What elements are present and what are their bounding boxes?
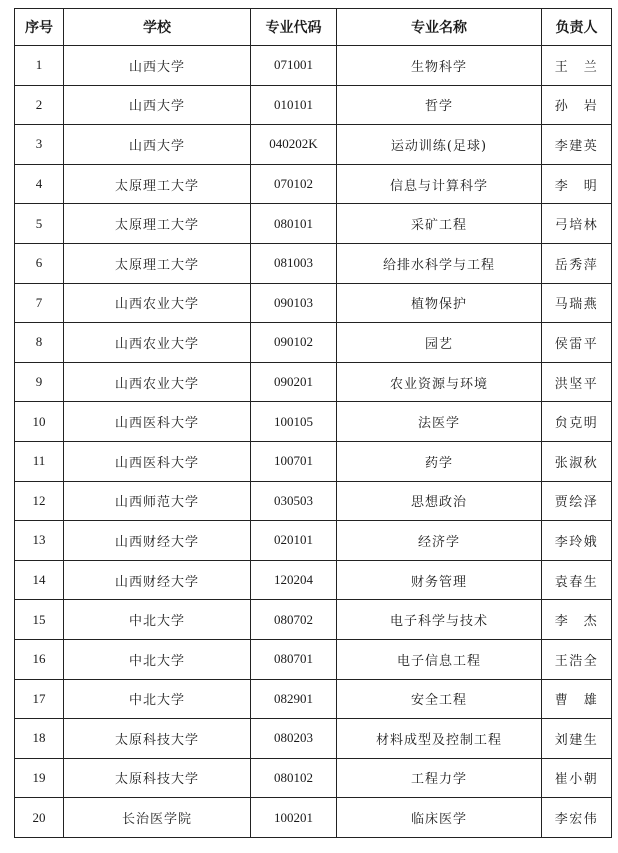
table-row (15, 46, 612, 86)
cell-leader: 李建英 (542, 125, 612, 165)
table-row (15, 679, 612, 719)
cell-major: 信息与计算科学 (337, 164, 542, 204)
cell-school: 山西农业大学 (64, 283, 251, 323)
cell-major: 电子科学与技术 (337, 600, 542, 640)
cell-major: 电子信息工程 (337, 639, 542, 679)
cell-major: 法医学 (337, 402, 542, 442)
cell-leader: 刘建生 (542, 719, 612, 759)
cell-major: 运动训练(足球) (337, 125, 542, 165)
cell-no: 3 (15, 125, 64, 165)
cell-code: 080702 (251, 600, 337, 640)
header-code: 专业代码 (251, 9, 337, 46)
cell-code: 100105 (251, 402, 337, 442)
cell-no: 5 (15, 204, 64, 244)
cell-leader: 王 兰 (542, 46, 612, 86)
cell-leader: 马瑞燕 (542, 283, 612, 323)
table-row (15, 164, 612, 204)
cell-major: 生物科学 (337, 46, 542, 86)
cell-no: 14 (15, 560, 64, 600)
cell-major: 临床医学 (337, 798, 542, 838)
cell-no: 6 (15, 243, 64, 283)
cell-leader: 李宏伟 (542, 798, 612, 838)
cell-no: 9 (15, 362, 64, 402)
cell-no: 16 (15, 639, 64, 679)
cell-code: 020101 (251, 521, 337, 561)
cell-school: 太原理工大学 (64, 243, 251, 283)
cell-leader: 贾绘泽 (542, 481, 612, 521)
table-row (15, 323, 612, 363)
cell-code: 080701 (251, 639, 337, 679)
table-row (15, 243, 612, 283)
cell-leader: 袁春生 (542, 560, 612, 600)
cell-school: 山西财经大学 (64, 521, 251, 561)
table-row (15, 402, 612, 442)
cell-major: 经济学 (337, 521, 542, 561)
table-row (15, 125, 612, 165)
header-school: 学校 (64, 9, 251, 46)
table-row (15, 441, 612, 481)
table-row (15, 560, 612, 600)
cell-school: 山西大学 (64, 85, 251, 125)
cell-school: 山西医科大学 (64, 402, 251, 442)
cell-code: 080203 (251, 719, 337, 759)
cell-leader: 孙 岩 (542, 85, 612, 125)
cell-major: 工程力学 (337, 758, 542, 798)
table-header (15, 9, 612, 46)
table-row (15, 600, 612, 640)
cell-school: 中北大学 (64, 679, 251, 719)
cell-leader: 张淑秋 (542, 441, 612, 481)
table-body (15, 46, 612, 838)
cell-code: 030503 (251, 481, 337, 521)
cell-no: 17 (15, 679, 64, 719)
cell-school: 山西财经大学 (64, 560, 251, 600)
cell-code: 100701 (251, 441, 337, 481)
cell-school: 太原科技大学 (64, 719, 251, 759)
cell-code: 080102 (251, 758, 337, 798)
major-list-table (14, 8, 612, 838)
cell-school: 太原科技大学 (64, 758, 251, 798)
cell-school: 长治医学院 (64, 798, 251, 838)
table-row (15, 85, 612, 125)
cell-no: 8 (15, 323, 64, 363)
cell-leader: 李 明 (542, 164, 612, 204)
cell-leader: 贠克明 (542, 402, 612, 442)
cell-no: 19 (15, 758, 64, 798)
header-leader: 负责人 (542, 9, 612, 46)
cell-code: 040202K (251, 125, 337, 165)
cell-major: 药学 (337, 441, 542, 481)
cell-major: 农业资源与环境 (337, 362, 542, 402)
cell-school: 山西大学 (64, 125, 251, 165)
cell-school: 山西医科大学 (64, 441, 251, 481)
cell-leader: 岳秀萍 (542, 243, 612, 283)
cell-major: 安全工程 (337, 679, 542, 719)
cell-code: 081003 (251, 243, 337, 283)
table-row (15, 204, 612, 244)
cell-no: 2 (15, 85, 64, 125)
cell-leader: 曹 雄 (542, 679, 612, 719)
cell-no: 15 (15, 600, 64, 640)
cell-school: 山西农业大学 (64, 323, 251, 363)
cell-leader: 王浩全 (542, 639, 612, 679)
table-row (15, 481, 612, 521)
table-row (15, 719, 612, 759)
cell-leader: 李玲娥 (542, 521, 612, 561)
cell-no: 7 (15, 283, 64, 323)
cell-leader: 崔小朝 (542, 758, 612, 798)
table-row (15, 639, 612, 679)
table-row (15, 283, 612, 323)
cell-code: 080101 (251, 204, 337, 244)
cell-school: 太原理工大学 (64, 204, 251, 244)
cell-no: 11 (15, 441, 64, 481)
cell-major: 材料成型及控制工程 (337, 719, 542, 759)
header-major: 专业名称 (337, 9, 542, 46)
table-row (15, 758, 612, 798)
cell-leader: 侯雷平 (542, 323, 612, 363)
cell-no: 4 (15, 164, 64, 204)
cell-no: 20 (15, 798, 64, 838)
header-row (15, 9, 612, 46)
cell-school: 山西大学 (64, 46, 251, 86)
cell-school: 中北大学 (64, 600, 251, 640)
cell-major: 园艺 (337, 323, 542, 363)
cell-no: 18 (15, 719, 64, 759)
cell-school: 太原理工大学 (64, 164, 251, 204)
cell-major: 植物保护 (337, 283, 542, 323)
cell-major: 财务管理 (337, 560, 542, 600)
cell-leader: 李 杰 (542, 600, 612, 640)
cell-code: 070102 (251, 164, 337, 204)
cell-code: 090201 (251, 362, 337, 402)
cell-no: 13 (15, 521, 64, 561)
cell-code: 082901 (251, 679, 337, 719)
table-row (15, 362, 612, 402)
cell-code: 010101 (251, 85, 337, 125)
cell-no: 10 (15, 402, 64, 442)
cell-major: 给排水科学与工程 (337, 243, 542, 283)
cell-code: 120204 (251, 560, 337, 600)
cell-leader: 弓培林 (542, 204, 612, 244)
cell-school: 山西师范大学 (64, 481, 251, 521)
cell-code: 100201 (251, 798, 337, 838)
cell-major: 思想政治 (337, 481, 542, 521)
cell-code: 071001 (251, 46, 337, 86)
table-row (15, 798, 612, 838)
cell-no: 12 (15, 481, 64, 521)
cell-school: 中北大学 (64, 639, 251, 679)
cell-school: 山西农业大学 (64, 362, 251, 402)
cell-code: 090103 (251, 283, 337, 323)
table-row (15, 521, 612, 561)
cell-no: 1 (15, 46, 64, 86)
cell-major: 采矿工程 (337, 204, 542, 244)
cell-leader: 洪坚平 (542, 362, 612, 402)
cell-major: 哲学 (337, 85, 542, 125)
header-no: 序号 (15, 9, 64, 46)
cell-code: 090102 (251, 323, 337, 363)
